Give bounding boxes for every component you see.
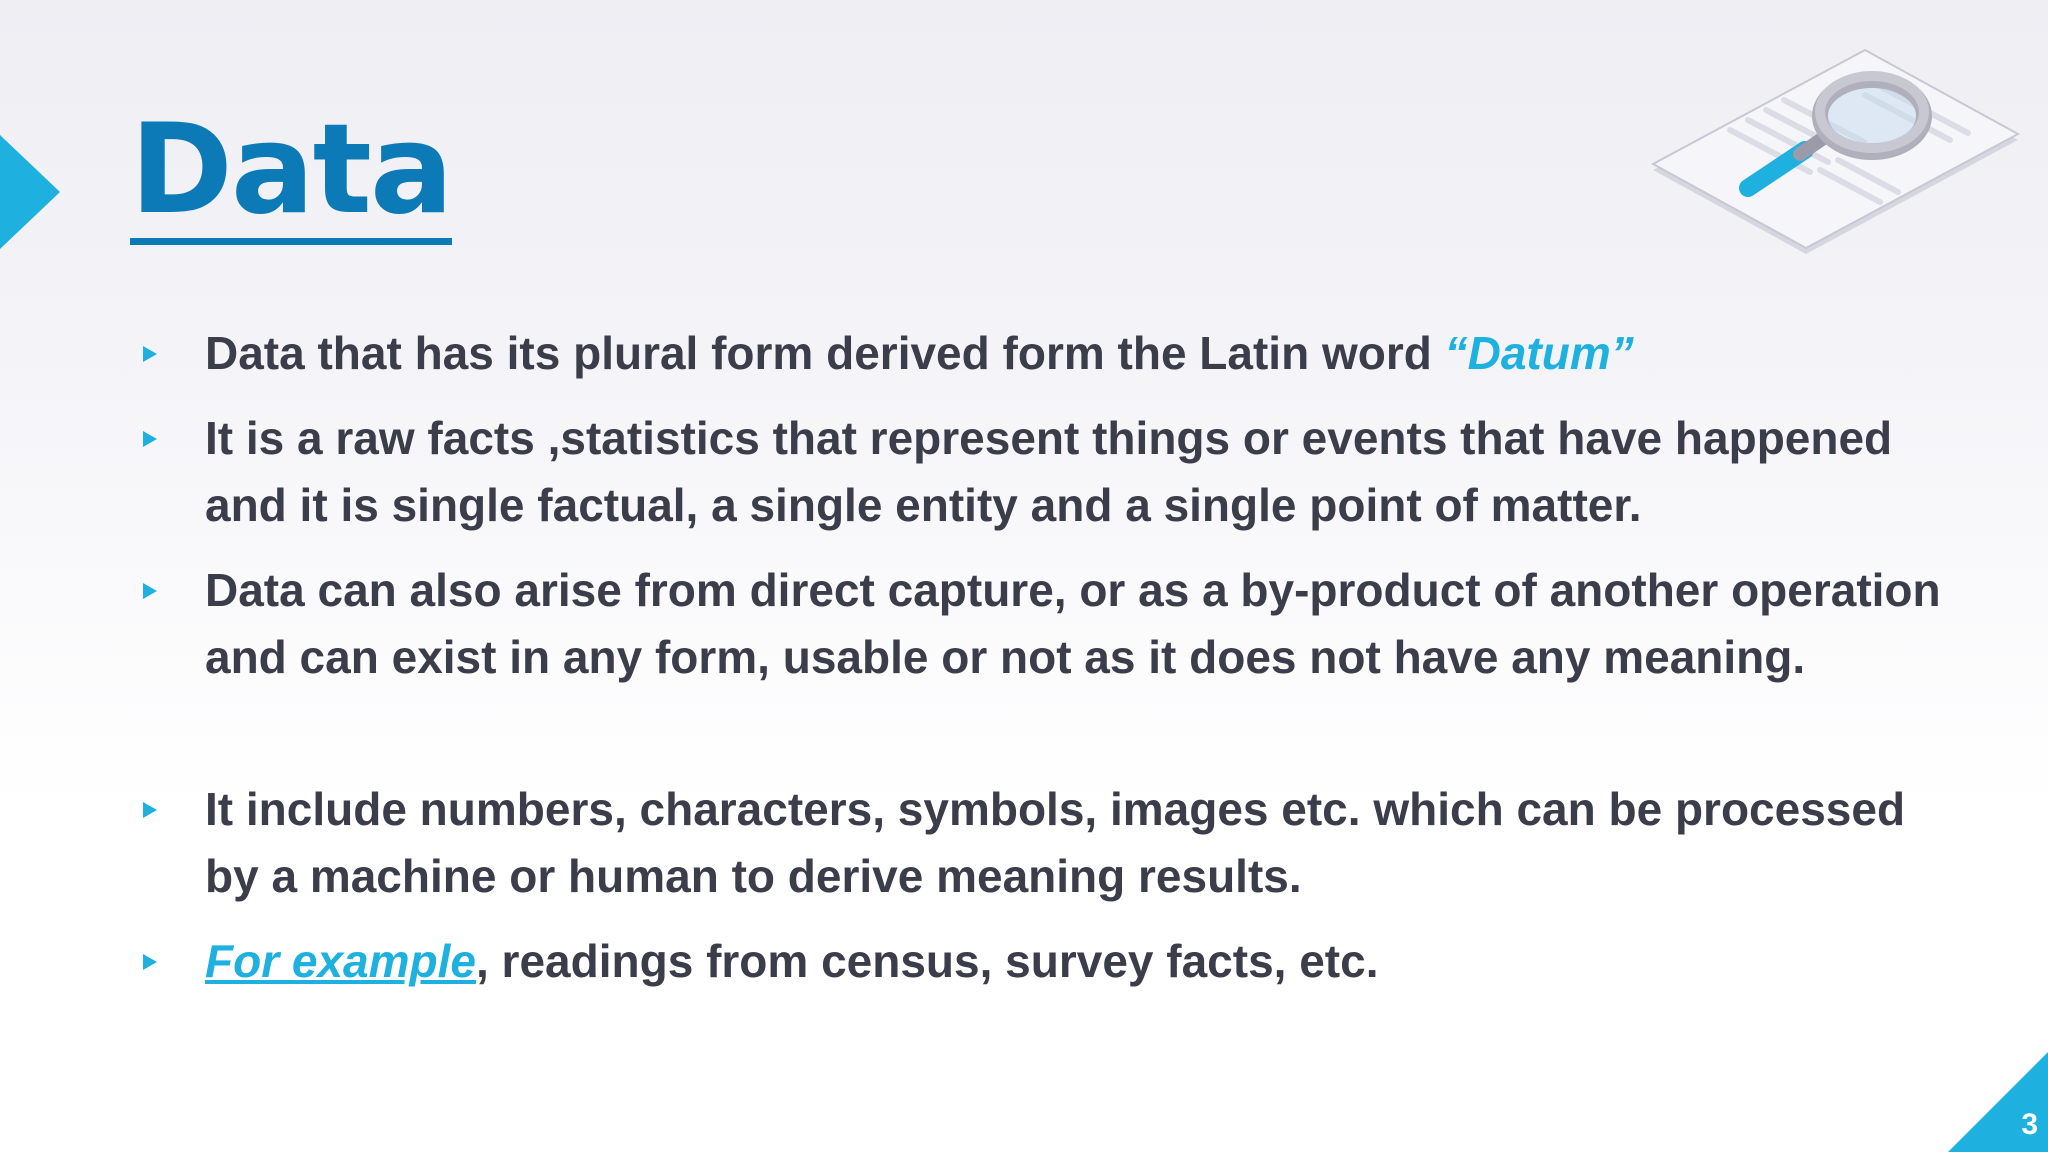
title-marker-triangle — [0, 135, 60, 249]
bullet-text: It include numbers, characters, symbols, images etc. which can be processed by a machine or human to derive meaning results. — [205, 783, 1906, 902]
bullet-arrow-icon — [143, 802, 157, 818]
datum-highlight: “Datum” — [1444, 327, 1634, 379]
bullet-text: Data can also arise from direct capture, or as a by-product of another operation and can exist in any form, usable or not as it does not have any meaning. — [205, 564, 1941, 683]
slide-title: Data — [130, 108, 452, 245]
bullet-arrow-icon — [143, 954, 157, 970]
page-number: 3 — [2021, 1108, 2038, 1141]
for-example-link[interactable]: For example — [205, 935, 476, 987]
bullet-arrow-icon — [143, 431, 157, 447]
bullet-arrow-icon — [143, 583, 157, 599]
bullet-text-main: Data that has its plural form derived form the Latin word — [205, 327, 1445, 379]
bullet-arrow-icon — [143, 346, 157, 362]
bullet-text — [205, 928, 1945, 995]
magnifier-over-document-icon — [1640, 20, 2030, 270]
bullet-text: It is a raw facts ,statistics that represent things or events that have happened and it is single factual, a single entity and a single point of matter. — [205, 412, 1893, 531]
bullet-text-main: , readings from census, survey facts, etc. — [476, 935, 1379, 987]
bullet-text — [205, 320, 1945, 387]
